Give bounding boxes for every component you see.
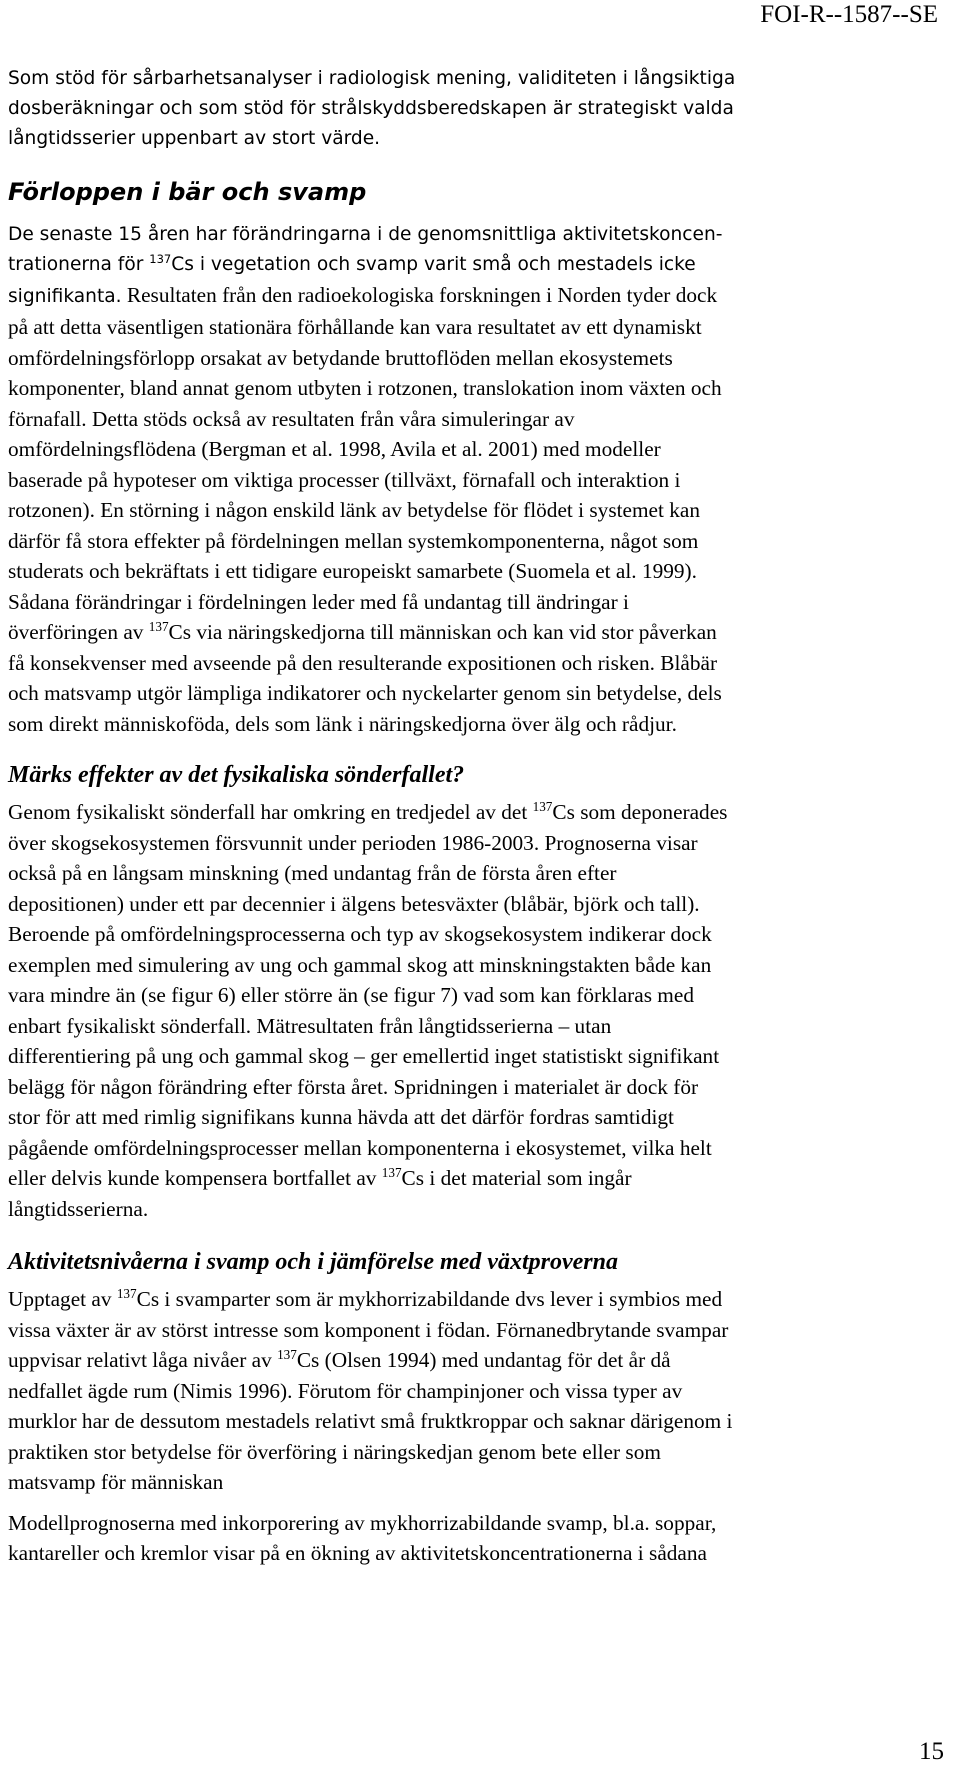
text-line: Beroende på omfördelningsprocesserna och typ av skogsekosystem indikerar dock: [8, 922, 712, 946]
text-line: stor för att med rimlig signifikans kunna hävda att det därför fordras samtidigt: [8, 1105, 674, 1129]
section-heading: Märks effekter av det fysikaliska sönderfallet?: [8, 762, 465, 788]
text-line: depositionen) under ett par decennier i älgens betesväxter (blåbär, björk och tall).: [8, 891, 700, 916]
section1-paragraph: [8, 220, 943, 739]
text-line: belägg för någon förändring efter första året. Spridningen i materialet är dock för: [8, 1074, 699, 1099]
text-line: och matsvamp utgör lämpliga indikatorer och nyckelarter genom sin betydelse, dels: [8, 681, 722, 705]
section2-paragraph: [8, 797, 943, 1224]
report-code: FOI-R--1587--SE: [760, 1, 938, 28]
text-line: [8, 617, 943, 648]
text-line: nedfallet ägde rum (Nimis 1996). Förutom för champinjoner och vissa typer av: [8, 1378, 683, 1403]
isotope-superscript: 137: [532, 798, 553, 814]
isotope-superscript: 137: [148, 618, 169, 634]
text-line: Som stöd för sårbarhetsanalyser i radiologisk mening, validiteten i långsiktiga: [8, 68, 736, 89]
text-line: enbart fysikaliskt sönderfall. Mätresultaten från långtidsserierna – utan: [8, 1013, 612, 1038]
text-span: Upptaget av: [8, 1287, 117, 1311]
section3-paragraph-2: [8, 1508, 943, 1569]
text-line: Modellprognoserna med inkorporering av mykhorrizabildande svamp, bl.a. soppar,: [8, 1510, 717, 1535]
text-span: eller delvis kunde kompensera bortfallet av: [8, 1166, 382, 1190]
isotope-superscript: 137: [149, 251, 172, 266]
text-span: signifikanta.: [8, 286, 122, 307]
text-line: rotzonen). En störning i någon enskild länk av betydelse för flödet i systemet kan: [8, 498, 700, 522]
section-heading: Förloppen i bär och svamp: [8, 178, 367, 206]
text-line: [8, 1345, 943, 1376]
text-span: trationerna för: [8, 254, 150, 275]
text-span: Cs i vegetation och svamp varit små och mestadels icke: [171, 254, 696, 275]
text-line: långtidsserierna.: [8, 1196, 149, 1221]
text-line: vara mindre än (se figur 6) eller större än (se figur 7) vad som kan förklaras med: [8, 983, 694, 1007]
text-span: överföringen av: [8, 620, 149, 644]
text-line: kantareller och kremlor visar på en ökning av aktivitetskoncentrationerna i sådana: [8, 1541, 707, 1565]
text-span: Cs i svamparter som är mykhorrizabildande dvs lever i symbios med: [136, 1287, 723, 1311]
intro-paragraph: [8, 64, 943, 154]
text-line: [8, 797, 943, 828]
text-span: Cs som deponerades: [552, 800, 728, 824]
section-heading: Aktivitetsnivåerna i svamp och i jämförelse med växtproverna: [8, 1249, 618, 1275]
text-line: [8, 280, 943, 312]
text-line: dosberäkningar och som stöd för strålskyddsberedskapen är strategiskt valda: [8, 98, 734, 119]
text-line: omfördelningsförlopp orsakat av betydande bruttoflöden mellan ekosystemets: [8, 345, 673, 370]
text-line: [8, 1163, 943, 1194]
isotope-superscript: 137: [381, 1164, 402, 1180]
text-line: Sådana förändringar i fördelningen leder med få undantag till ändringar i: [8, 589, 629, 614]
text-line: förnafall. Detta stöds också av resultaten från våra simuleringar av: [8, 406, 575, 431]
text-line: långtidsserier uppenbart av stort värde.: [8, 128, 381, 149]
text-line: vissa växter är av störst intresse som komponent i födan. Förnanedbrytande svampar: [8, 1317, 729, 1342]
text-line: praktiken stor betydelse för överföring i näringskedjan genom bete eller som: [8, 1439, 661, 1464]
isotope-superscript: 137: [277, 1346, 297, 1362]
text-span: Cs i det material som ingår: [401, 1166, 632, 1190]
text-line: differentiering på ung och gammal skog – ger emellertid inget statistiskt signifikant: [8, 1044, 720, 1068]
isotope-superscript: 137: [116, 1285, 137, 1301]
text-line: därför få stora effekter på fördelningen mellan systemkomponenterna, något som: [8, 528, 699, 553]
text-line: matsvamp för människan: [8, 1470, 224, 1494]
text-line: få konsekvenser med avseende på den resulterande expositionen och risken. Blåbär: [8, 650, 718, 675]
text-span: Resultaten från den radioekologiska forskningen i Norden tyder dock: [121, 283, 718, 307]
text-line: som direkt människoföda, dels som länk i näringskedjorna över älg och rådjur.: [8, 711, 677, 736]
text-line: exemplen med simulering av ung och gammal skog att minskningstakten både kan: [8, 952, 712, 977]
text-line: De senaste 15 åren har förändringarna i de genomsnittliga aktivitetskoncen-: [8, 224, 723, 245]
text-span: Cs (Olsen 1994) med undantag för det år då: [296, 1348, 671, 1372]
text-span: Genom fysikaliskt sönderfall har omkring en tredjedel av det: [8, 800, 533, 824]
text-line: på att detta väsentligen stationära förhållande kan vara resultatet av ett dynamiskt: [8, 315, 702, 339]
text-line: [8, 250, 943, 280]
text-line: baserade på hypoteser om viktiga processer (tillväxt, förnafall och interaktion i: [8, 467, 681, 492]
text-line: också på en långsam minskning (med undantag från de första åren efter: [8, 861, 617, 885]
text-line: omfördelningsflödena (Bergman et al. 1998, Avila et al. 2001) med modeller: [8, 437, 661, 461]
text-line: över skogsekosystemen försvunnit under perioden 1986-2003. Prognoserna visar: [8, 830, 698, 855]
page-number: 15: [919, 1738, 944, 1765]
text-line: murklor har de dessutom mestadels relativt små fruktkroppar och saknar därigenom i: [8, 1409, 733, 1433]
text-line: studerats och bekräftats i ett tidigare europeiskt samarbete (Suomela et al. 1999).: [8, 559, 697, 583]
text-line: [8, 1284, 943, 1315]
serif-block: [8, 312, 943, 739]
section3-paragraph: [8, 1284, 943, 1498]
document-body: [8, 64, 943, 1569]
text-span: uppvisar relativt låga nivåer av: [8, 1348, 278, 1372]
text-line: pågående omfördelningsprocesser mellan komponenterna i ekosystemet, vilka helt: [8, 1135, 712, 1160]
text-line: komponenter, bland annat genom utbyten i rotzonen, translokation inom växten och: [8, 376, 722, 400]
text-span: Cs via näringskedjorna till människan och kan vid stor påverkan: [168, 620, 717, 644]
